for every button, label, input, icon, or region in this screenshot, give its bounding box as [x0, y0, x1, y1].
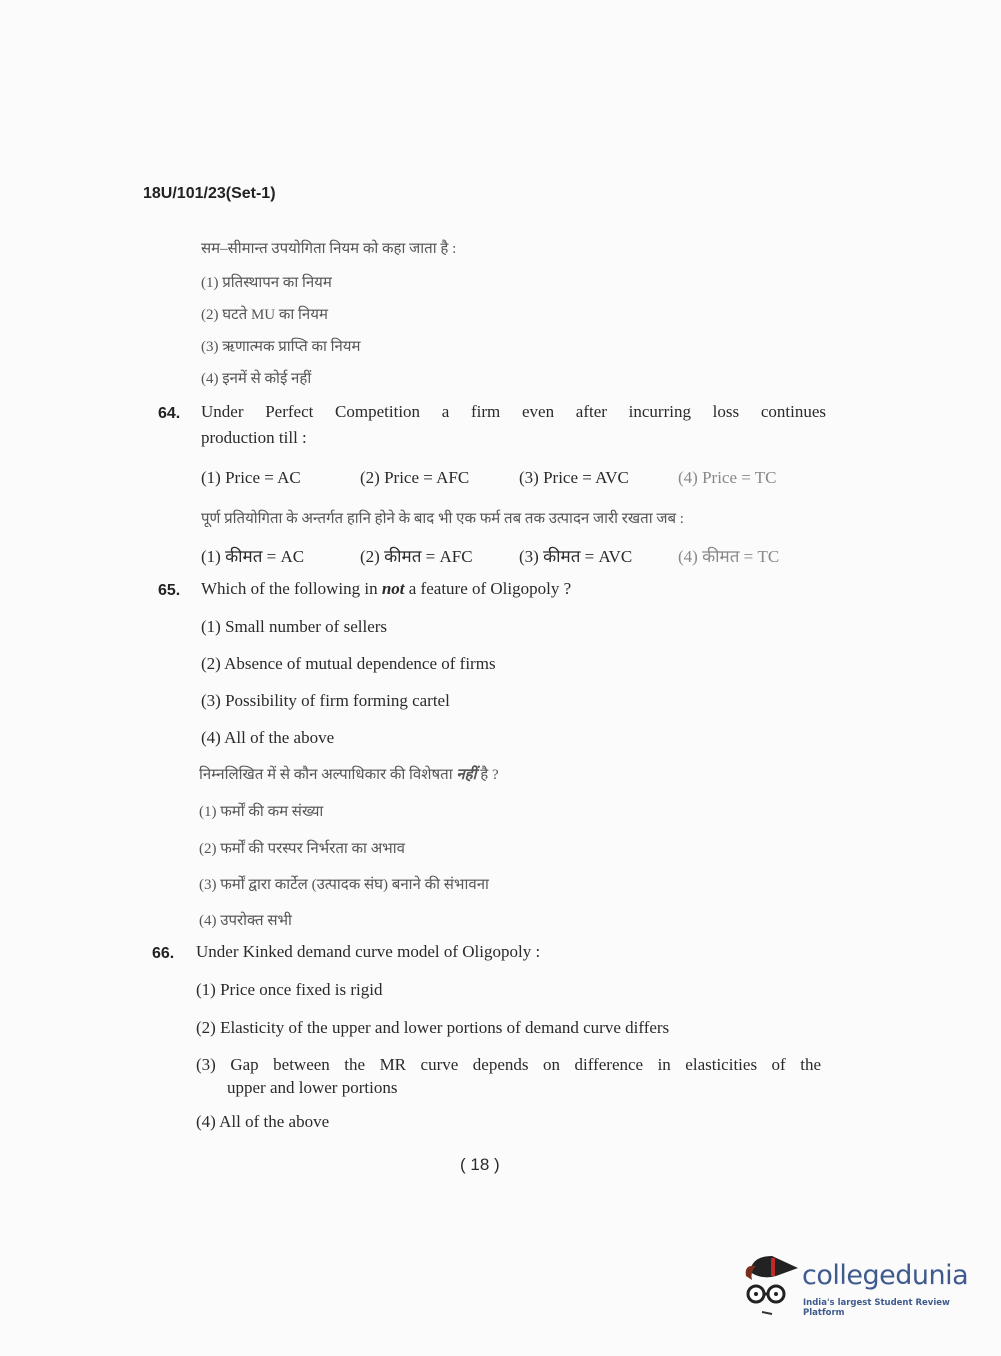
brand-name: collegedunia	[802, 1260, 969, 1291]
option: (4) कीमत = TC	[678, 547, 780, 566]
option: (2) Absence of mutual dependence of firms	[201, 654, 496, 673]
question-stem-cont: production till :	[201, 428, 307, 447]
option: (3) फर्मों द्वारा कार्टेल (उत्पादक संघ) बनाने की संभावना	[199, 877, 489, 893]
option: (4) उपरोक्त सभी	[199, 913, 292, 929]
stem-part: है ?	[476, 767, 499, 783]
option: (1) कीमत = AC	[201, 547, 305, 566]
option: (3) Possibility of firm forming cartel	[201, 691, 450, 710]
option: (2) फर्मों की परस्पर निर्भरता का अभाव	[199, 841, 405, 857]
option-cont: upper and lower portions	[227, 1078, 398, 1097]
option: (2) Elasticity of the upper and lower portions of demand curve differs	[196, 1018, 670, 1037]
question-stem	[201, 579, 571, 599]
option: (4) All of the above	[201, 728, 335, 747]
option: (1) फर्मों की कम संख्या	[199, 804, 324, 820]
option: (3) Price = AVC	[519, 468, 629, 487]
option: (2) कीमत = AFC	[360, 547, 473, 566]
stem-emphasis: नहीं	[456, 767, 477, 783]
option: (2) घटते MU का नियम	[201, 307, 328, 323]
page-number: ( 18 )	[460, 1155, 500, 1174]
stem-part: a feature of Oligopoly ?	[404, 579, 572, 598]
question-number: 64.	[158, 405, 181, 422]
question-stem-hindi: सम–सीमान्त उपयोगिता नियम को कहा जाता है :	[201, 241, 457, 257]
option: (4) Price = TC	[678, 468, 777, 487]
question-stem-hindi: पूर्ण प्रतियोगिता के अन्तर्गत हानि होने के बाद भी एक फर्म तब तक उत्पादन जारी रखता जब :	[201, 511, 684, 527]
question-number: 66.	[152, 945, 175, 962]
option: (1) प्रतिस्थापन का नियम	[201, 275, 332, 291]
stem-part: निम्नलिखित में से कौन अल्पाधिकार की विशेषता	[199, 767, 457, 783]
stem-emphasis: not	[381, 579, 405, 598]
question-stem-hindi	[199, 764, 499, 784]
mascot-icon	[742, 1250, 802, 1320]
question-number: 65.	[158, 582, 181, 599]
option: (4) All of the above	[196, 1112, 330, 1131]
collegedunia-logo	[742, 1250, 972, 1325]
option: (3) कीमत = AVC	[519, 547, 633, 566]
option: (1) Price = AC	[201, 468, 301, 487]
option: (3) ऋणात्मक प्राप्ति का नियम	[201, 339, 361, 355]
paper-code: 18U/101/23(Set-1)	[143, 185, 276, 202]
brand-tagline: India's largest Student Review Platform	[803, 1298, 950, 1318]
option: (1) Small number of sellers	[201, 617, 388, 636]
option: (1) Price once fixed is rigid	[196, 980, 383, 999]
option: (4) इनमें से कोई नहीं	[201, 371, 312, 387]
option: (3) Gap between the MR curve depends on difference in elasticities of the	[196, 1055, 821, 1074]
question-stem: Under Kinked demand curve model of Oligopoly :	[196, 942, 541, 961]
stem-part: Which of the following in	[201, 579, 382, 598]
option: (2) Price = AFC	[360, 468, 470, 487]
question-stem: Under Perfect Competition a firm even after incurring loss continues	[201, 402, 826, 421]
